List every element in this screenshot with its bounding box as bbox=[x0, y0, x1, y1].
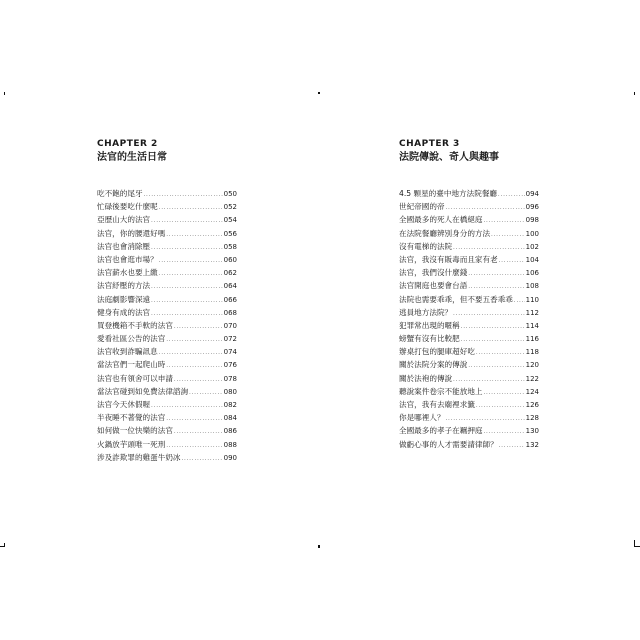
toc-entry-page: 056 bbox=[223, 229, 237, 238]
toc-entry-page: 086 bbox=[223, 427, 237, 436]
toc-entry bbox=[97, 240, 237, 253]
toc-entry bbox=[97, 438, 237, 451]
toc-entry-title: 4.5 顆星的臺中地方法院餐廳 bbox=[399, 189, 498, 198]
chapter-2-column bbox=[97, 138, 237, 464]
dot-leader bbox=[498, 189, 525, 202]
toc-entry-page: 076 bbox=[223, 361, 237, 370]
dot-leader bbox=[182, 453, 223, 466]
toc-entry bbox=[97, 398, 237, 411]
toc-entry-page: 114 bbox=[525, 321, 539, 330]
toc-entry-page: 098 bbox=[525, 216, 539, 225]
toc-entry bbox=[399, 253, 539, 266]
dot-leader bbox=[166, 229, 222, 242]
toc-entry-page: 126 bbox=[525, 401, 539, 409]
toc-entry-title: 法官紓壓的方法 bbox=[97, 281, 151, 291]
toc-entry bbox=[399, 358, 539, 371]
toc-entry-title: 火鍋放芋頭唯一死刑 bbox=[97, 439, 166, 449]
toc-entry-title: 法官，我有去廟裡求籤 bbox=[399, 400, 475, 409]
toc-entry-page: 120 bbox=[525, 361, 539, 370]
toc-entry-title: 法官，我們沒什麼錢 bbox=[399, 268, 468, 278]
toc-entry-title: 法官也會逛市場？ bbox=[97, 254, 158, 264]
toc-entry-title: 當法官碰到如免費法律諮詢 bbox=[97, 386, 189, 396]
toc-entry-page: 060 bbox=[223, 255, 237, 264]
toc-entry bbox=[399, 411, 539, 424]
toc-entry-title: 半夜睡不著覺的法官 bbox=[97, 413, 166, 423]
toc-entry bbox=[97, 358, 237, 371]
toc-entry-title: 買登機箱不手軟的法官 bbox=[97, 320, 173, 330]
dot-leader bbox=[151, 295, 222, 308]
toc-entry-page: 122 bbox=[525, 374, 539, 383]
toc-entry-title: 法庭劇影響深遠 bbox=[97, 294, 151, 304]
dot-leader bbox=[174, 321, 223, 334]
toc-entry-page: 116 bbox=[525, 335, 539, 344]
crop-mark-top-left bbox=[4, 92, 5, 95]
toc-entry-page: 096 bbox=[525, 203, 539, 212]
toc-entry-title: 涉及詐欺罪的雞蛋牛奶冰 bbox=[97, 452, 181, 462]
toc-entry-title: 法官也會消除壓 bbox=[97, 241, 151, 251]
toc-entry bbox=[97, 293, 237, 306]
crop-mark-bottom-right-v bbox=[634, 540, 635, 546]
dot-leader bbox=[159, 268, 223, 281]
toc-entry bbox=[399, 385, 539, 398]
chapter-number: CHAPTER 3 bbox=[399, 139, 460, 149]
toc-entry-page: 084 bbox=[223, 414, 237, 423]
toc-entry-title: 法官也有領舍可以申請 bbox=[97, 373, 173, 383]
toc-entry bbox=[399, 345, 539, 358]
toc-entry-title: 你是哪裡人？ bbox=[399, 413, 445, 423]
toc-entry-title: 沒有電梯的法院 bbox=[399, 241, 453, 251]
toc-entry bbox=[399, 398, 539, 411]
toc-entry-title: 法官薪水也要上繳 bbox=[97, 268, 158, 278]
chapter-3-column bbox=[399, 138, 539, 451]
toc-entry bbox=[97, 411, 237, 424]
toc-entry-page: 100 bbox=[525, 229, 539, 238]
dot-leader bbox=[468, 360, 524, 373]
toc-entry bbox=[97, 227, 237, 240]
toc-entry bbox=[399, 227, 539, 240]
dot-leader bbox=[499, 255, 525, 268]
toc-entry-title: 當法官們一起爬山時 bbox=[97, 360, 166, 370]
toc-entry-title: 關於法院分案的傳說 bbox=[399, 360, 468, 370]
toc-entry bbox=[399, 240, 539, 253]
dot-leader bbox=[189, 387, 223, 400]
toc-entry-page: 110 bbox=[525, 295, 539, 304]
toc-entry-title: 聽說案件卷宗不能放地上 bbox=[399, 386, 483, 396]
toc-entry-title: 逃員地方法院？ bbox=[399, 307, 453, 317]
crop-mark-bottom-right bbox=[634, 546, 640, 547]
toc-entry bbox=[399, 200, 539, 213]
toc-entry-page: 108 bbox=[525, 282, 539, 291]
toc-entry bbox=[399, 438, 539, 451]
toc-entry-page: 088 bbox=[223, 440, 237, 449]
toc-entry-page: 082 bbox=[223, 401, 237, 409]
toc-entry bbox=[399, 372, 539, 385]
toc-entry-title: 法官，你的腰還好嗎 bbox=[97, 228, 166, 238]
toc-entry-page: 118 bbox=[525, 348, 539, 357]
dot-leader bbox=[174, 426, 223, 439]
toc-entry-page: 078 bbox=[223, 374, 237, 383]
dot-leader bbox=[453, 308, 524, 321]
dot-leader bbox=[159, 255, 223, 268]
toc-entry-page: 072 bbox=[223, 335, 237, 344]
dot-leader bbox=[151, 242, 222, 255]
toc-entry-page: 132 bbox=[525, 440, 539, 449]
toc-entry bbox=[399, 293, 539, 306]
toc-entry bbox=[97, 372, 237, 385]
toc-entry-title: 全國最多的死人在橋絕庭 bbox=[399, 215, 483, 225]
toc-entry-page: 064 bbox=[223, 282, 237, 291]
toc-entry-title: 吃不飽的尾牙 bbox=[97, 189, 143, 198]
dot-leader bbox=[159, 347, 223, 360]
toc-entry bbox=[97, 253, 237, 266]
toc-entry-title: 犯罪常出現的暱稱 bbox=[399, 320, 460, 330]
dot-leader bbox=[166, 413, 222, 426]
toc-entry-title: 法官開庭也要會台語 bbox=[399, 281, 468, 291]
dot-leader bbox=[151, 281, 222, 294]
toc-entry bbox=[399, 279, 539, 292]
toc-entry-title: 忙碌後要吃什麼呢 bbox=[97, 202, 158, 212]
toc-entry-page: 124 bbox=[525, 387, 539, 396]
toc-entry-title: 法官今天休假喔 bbox=[97, 400, 151, 409]
crop-mark-top-right bbox=[634, 92, 635, 95]
toc-entry bbox=[399, 424, 539, 437]
toc-entry bbox=[97, 451, 237, 464]
toc-entry-title: 全國最多的孝子在羈押庭 bbox=[399, 426, 483, 436]
toc-entry bbox=[97, 200, 237, 213]
toc-entry-title: 螃蟹有沒有比較肥 bbox=[399, 334, 460, 344]
crop-mark-bottom-center bbox=[318, 545, 320, 548]
toc-entry bbox=[399, 332, 539, 345]
toc-list bbox=[399, 187, 539, 451]
dot-leader bbox=[514, 295, 525, 308]
dot-leader bbox=[476, 400, 525, 413]
toc-entry-title: 如何做一位快樂的法官 bbox=[97, 426, 173, 436]
dot-leader bbox=[461, 321, 525, 334]
dot-leader bbox=[159, 202, 223, 215]
toc-entry-title: 在法院餐廳辨別身分的方法 bbox=[399, 228, 491, 238]
toc-entry-page: 052 bbox=[223, 203, 237, 212]
chapter-title: 法院傳說、奇人與趣事 bbox=[399, 152, 499, 163]
toc-entry-title: 做虧心事的人才需要請律師？ bbox=[399, 439, 498, 449]
toc-entry-page: 080 bbox=[223, 387, 237, 396]
toc-entry bbox=[97, 187, 237, 200]
toc-entry-title: 亞歷山大的法官 bbox=[97, 215, 151, 225]
toc-entry bbox=[97, 345, 237, 358]
toc-entry bbox=[399, 187, 539, 200]
dot-leader bbox=[484, 387, 525, 400]
toc-entry bbox=[97, 213, 237, 226]
toc-entry-title: 關於法袍的傳說 bbox=[399, 373, 453, 383]
toc-entry-title: 法官收到詐騙訊息 bbox=[97, 347, 158, 357]
toc-entry-title: 法官，我沒有販毒而且家有老 bbox=[399, 254, 498, 264]
toc-entry-page: 050 bbox=[223, 190, 237, 198]
toc-entry-page: 066 bbox=[223, 295, 237, 304]
toc-entry-page: 090 bbox=[223, 453, 237, 462]
toc-entry-page: 058 bbox=[223, 242, 237, 251]
toc-entry-page: 112 bbox=[525, 308, 539, 317]
toc-entry-title: 辦桌打包的腿庫超好吃 bbox=[399, 347, 475, 357]
toc-entry-title: 愛看社區公告的法官 bbox=[97, 334, 166, 344]
toc-entry-page: 068 bbox=[223, 308, 237, 317]
toc-entry bbox=[97, 279, 237, 292]
dot-leader bbox=[499, 440, 525, 453]
toc-entry-page: 128 bbox=[525, 414, 539, 423]
toc-entry-page: 104 bbox=[525, 255, 539, 264]
toc-entry bbox=[97, 306, 237, 319]
toc-entry bbox=[97, 319, 237, 332]
toc-entry-page: 074 bbox=[223, 348, 237, 357]
toc-entry-page: 130 bbox=[525, 427, 539, 436]
dot-leader bbox=[468, 268, 524, 281]
toc-entry-title: 健身有成的法官 bbox=[97, 307, 151, 317]
toc-entry bbox=[399, 266, 539, 279]
toc-entry bbox=[97, 266, 237, 279]
dot-leader bbox=[491, 229, 525, 242]
toc-entry-title: 世紀帝國的帝 bbox=[399, 202, 445, 212]
toc-entry-page: 106 bbox=[525, 269, 539, 278]
toc-entry-page: 102 bbox=[525, 242, 539, 251]
dot-leader bbox=[166, 360, 222, 373]
chapter-title: 法官的生活日常 bbox=[97, 152, 167, 163]
toc-entry-page: 062 bbox=[223, 269, 237, 278]
toc-entry-title: 法院也需要乖乖，但不要五香乖乖 bbox=[399, 294, 513, 304]
dot-leader bbox=[476, 347, 525, 360]
toc-entry bbox=[399, 306, 539, 319]
toc-entry-page: 094 bbox=[525, 190, 539, 198]
chapter-number: CHAPTER 2 bbox=[97, 139, 158, 149]
crop-mark-bottom-left-v bbox=[4, 543, 5, 547]
toc-entry bbox=[97, 385, 237, 398]
toc-entry bbox=[399, 213, 539, 226]
dot-leader bbox=[166, 334, 222, 347]
toc-entry bbox=[97, 424, 237, 437]
toc-entry bbox=[399, 319, 539, 332]
crop-mark-top-center bbox=[318, 92, 320, 94]
toc-list bbox=[97, 187, 237, 464]
toc-entry bbox=[97, 332, 237, 345]
toc-entry-page: 054 bbox=[223, 216, 237, 225]
toc-entry-page: 070 bbox=[223, 321, 237, 330]
